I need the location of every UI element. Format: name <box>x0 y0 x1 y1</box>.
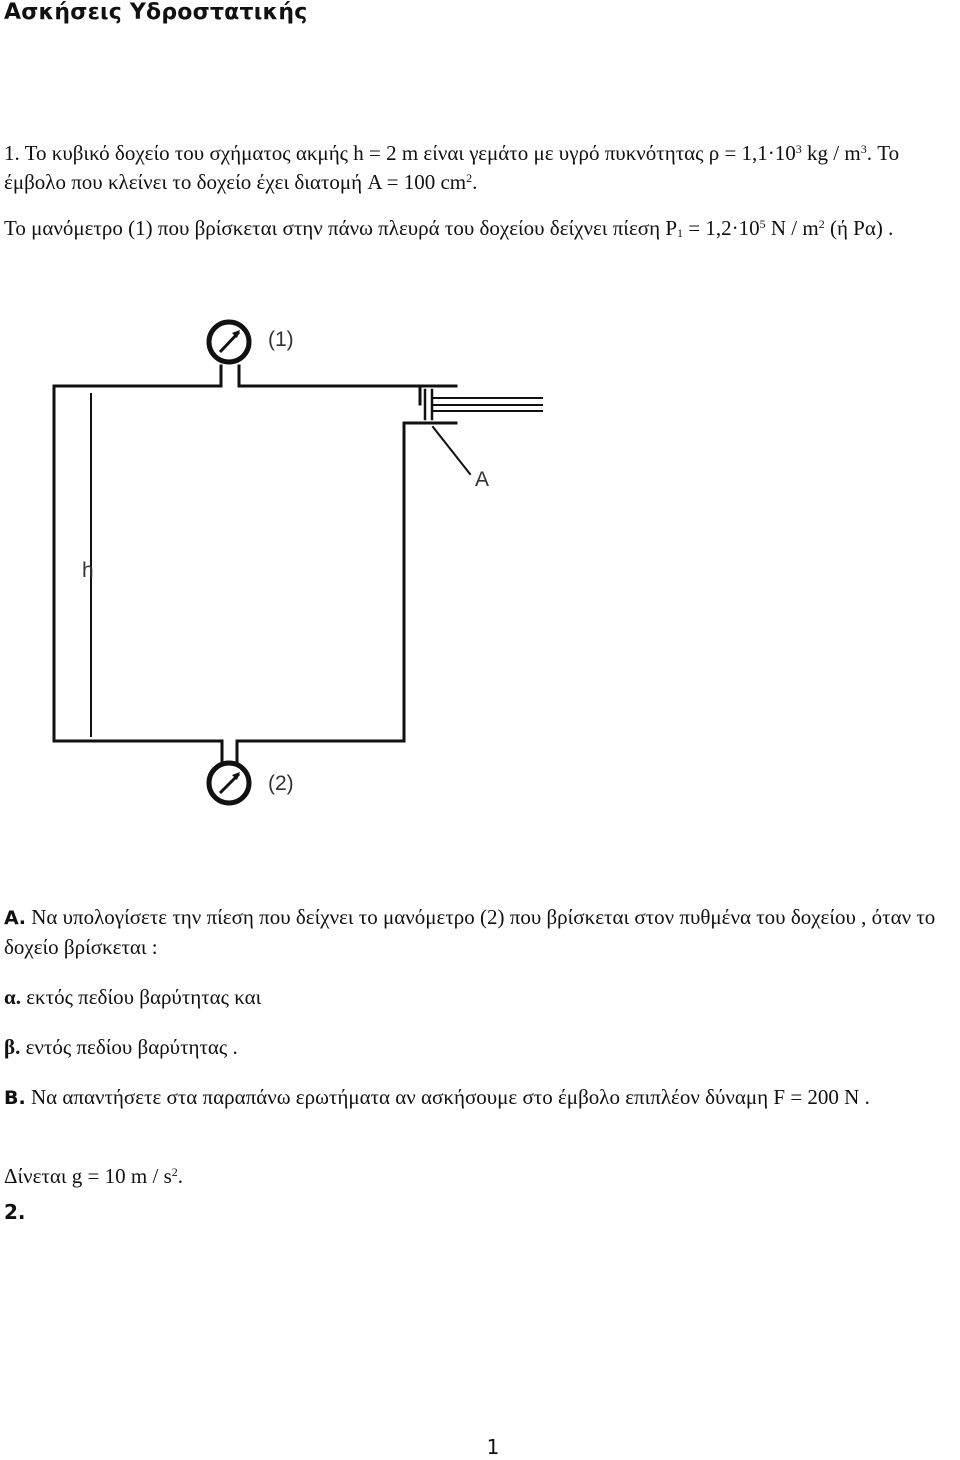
problem-text: . <box>472 170 478 194</box>
question-b <box>4 1083 956 1113</box>
item-label: α. <box>4 985 21 1009</box>
problem-number: 1. <box>4 141 20 165</box>
item-label: β. <box>4 1035 21 1059</box>
question-a-item-alpha <box>4 983 956 1012</box>
problem-text: N / m <box>765 216 819 240</box>
problem-text: Το κυβικό δοχείο του σχήματος ακμής h = 2 m είναι γεμάτο με υγρό πυκνότητας ρ = 1,1·10 <box>19 141 796 165</box>
subscript: 1 <box>677 226 684 240</box>
tank-diagram <box>40 312 560 812</box>
tank-wall <box>54 386 222 741</box>
height-label: h <box>82 559 94 582</box>
item-text: εντός πεδίου βαρύτητας . <box>20 1035 238 1059</box>
problem-2-number: 2. <box>4 1200 26 1224</box>
problem-text: Το μανόμετρο (1) που βρίσκεται στην πάνω πλευρά του δοχείου δείχνει πίεση P <box>4 216 678 240</box>
exponent: 5 <box>759 217 766 231</box>
gauge-2-label: (2) <box>268 772 294 795</box>
problem-1-gauge-reading <box>4 214 956 243</box>
given-data <box>4 1162 956 1191</box>
tank-wall <box>239 386 420 404</box>
question-label: Α. <box>4 907 26 929</box>
gauge-1-label: (1) <box>268 328 294 351</box>
exponent: 3 <box>860 142 867 156</box>
exponent: 2 <box>466 171 473 185</box>
gauge-1-icon <box>209 322 249 362</box>
problem-text: = 1,2·10 <box>683 216 760 240</box>
exponent: 2 <box>171 1165 178 1179</box>
question-text: Να απαντήσετε στα παραπάνω ερωτήματα αν ασκήσουμε στο έμβολο επιπλέον δύναμη F = 200 N . <box>25 1085 870 1109</box>
gauge-2-icon <box>209 763 249 803</box>
piston-area-label: A <box>475 468 490 491</box>
page-number: 1 <box>486 1435 500 1459</box>
exponent: 3 <box>795 142 802 156</box>
item-text: εκτός πεδίου βαρύτητας και <box>20 985 262 1009</box>
question-text: Να υπολογίσετε την πίεση που δείχνει το μανόμετρο (2) που βρίσκεται στον πυθμένα του δοχείου , όταν το δοχείο βρίσκεται : <box>4 905 936 959</box>
tank-wall <box>237 423 420 741</box>
problem-text: kg / m <box>801 141 861 165</box>
question-a <box>4 903 956 962</box>
question-label: Β. <box>4 1087 26 1109</box>
piston-leader-line <box>433 427 470 474</box>
problem-text: . Το έμβολο που κλείνει το δοχείο έχει διατομή A = 100 cm <box>4 141 900 194</box>
problem-text: (ή Pα) . <box>824 216 894 240</box>
document-title: Ασκήσεις Υδροστατικής <box>4 0 308 25</box>
problem-1-statement <box>4 139 956 197</box>
question-a-item-beta <box>4 1033 956 1062</box>
given-end: . <box>177 1164 183 1188</box>
given-text: Δίνεται g = 10 m / s <box>4 1164 172 1188</box>
exponent: 2 <box>818 217 825 231</box>
